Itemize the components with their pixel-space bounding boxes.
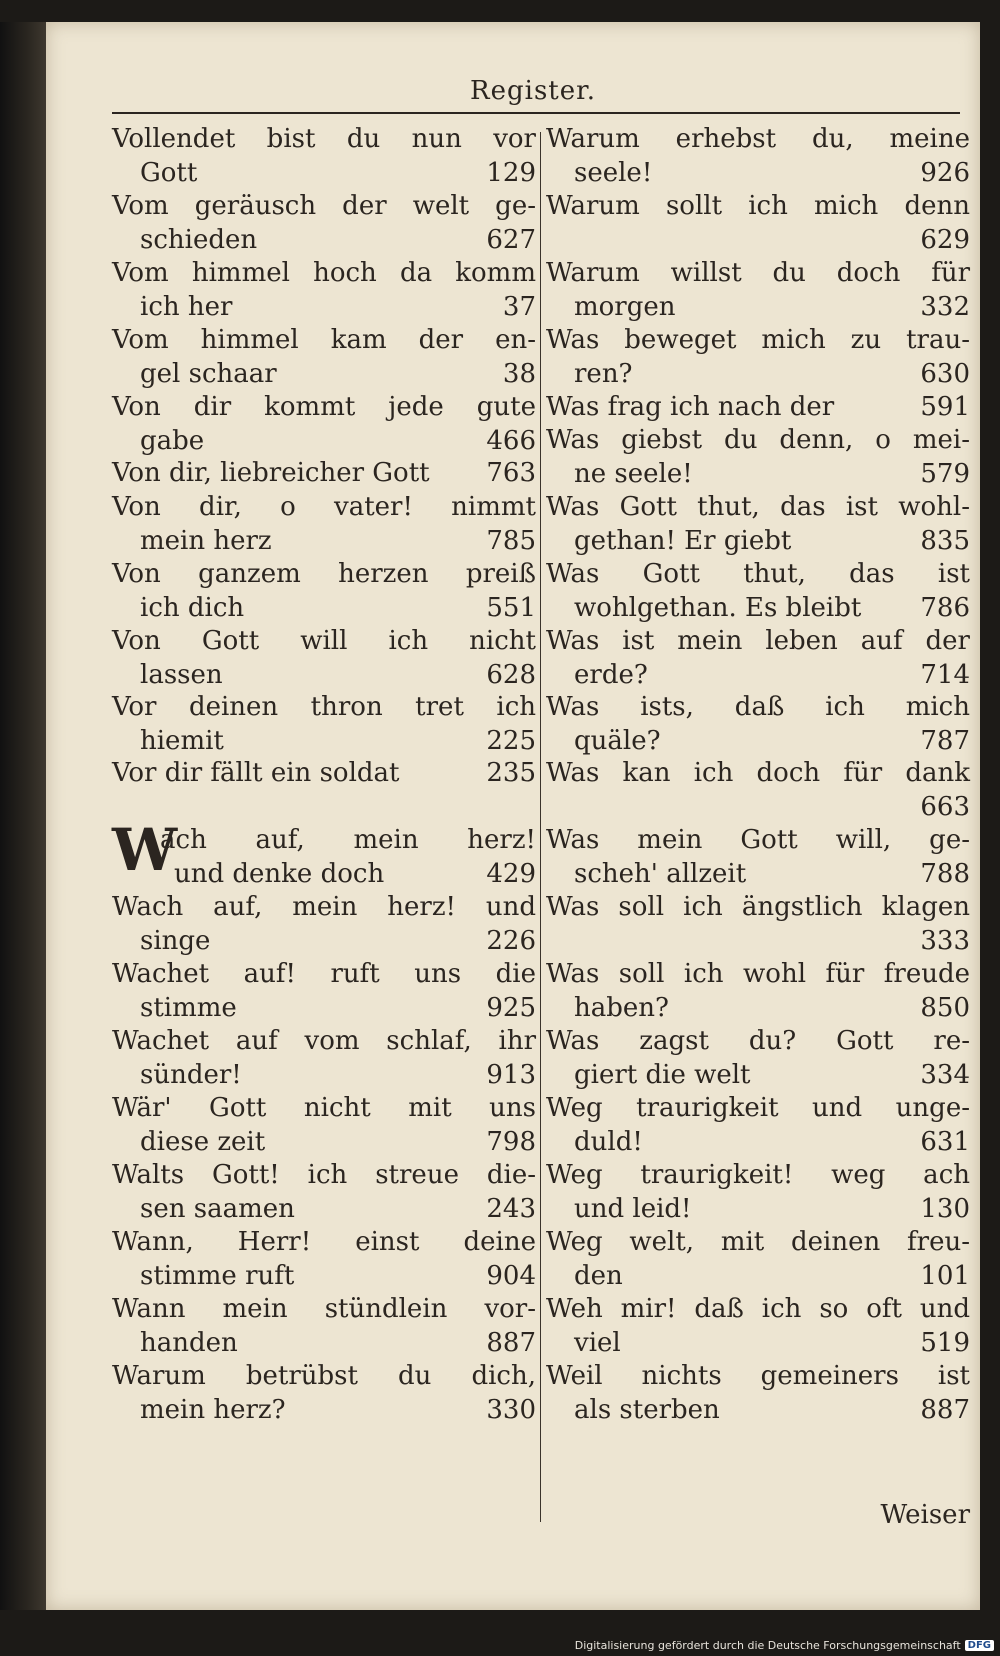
hymn-number: 787 — [920, 726, 970, 756]
entry-title-line1: Von ganzem herzen preiß — [112, 559, 536, 589]
hymn-number: 627 — [486, 225, 536, 255]
entry-title-line2: haben? — [574, 993, 669, 1023]
entry-title-line2: gel schaar — [140, 359, 277, 389]
entry-title-line1: Warum erhebst du, meine — [546, 124, 970, 154]
entry-title-line2: stimme ruft — [140, 1261, 295, 1291]
entry-title-line1: Was ists, daß ich mich — [546, 692, 970, 722]
index-entry — [546, 890, 970, 956]
entry-title-line2: schieden — [140, 225, 258, 255]
entry-title-line1: Vollendet bist du nun vor — [112, 124, 536, 154]
entry-title-line2: lassen — [140, 660, 223, 690]
entry-title-line1: Was zagst du? Gott re- — [546, 1026, 970, 1056]
index-entry — [112, 1359, 536, 1427]
entry-title-line1: Was giebst du denn, o mei- — [546, 425, 970, 455]
index-entry — [112, 189, 536, 257]
index-entry — [112, 490, 536, 558]
entry-title-line2: den — [574, 1261, 623, 1291]
index-entry — [112, 456, 536, 490]
entry-title-line1: Von dir kommt jede gute — [112, 392, 536, 422]
entry-title-line1: Warum willst du doch für — [546, 258, 970, 288]
entry-title-line1: Vom himmel kam der en- — [112, 325, 536, 355]
entry-title-line2: und denke doch — [174, 859, 385, 889]
entry-title-line2: morgen — [574, 292, 676, 322]
index-entry — [546, 1292, 970, 1360]
entry-title-line1: Was kan ich doch für dank — [546, 758, 970, 788]
index-entry — [546, 624, 970, 692]
entry-title-line2: gabe — [140, 426, 205, 456]
entry-title-line2: handen — [140, 1328, 238, 1358]
index-entry — [546, 557, 970, 625]
index-entry — [546, 1091, 970, 1159]
hymn-number: 913 — [486, 1060, 536, 1090]
hymn-number: 579 — [920, 459, 970, 489]
entry-title-line2: hiemit — [140, 726, 224, 756]
index-entry — [546, 1359, 970, 1427]
hymn-number: 37 — [502, 292, 536, 322]
index-entry — [546, 390, 970, 424]
entry-title-line1: Was beweget mich zu trau- — [546, 325, 970, 355]
index-entry — [546, 122, 970, 190]
entry-title-line1: Wach auf, mein herz! und — [112, 892, 536, 922]
hymn-number: 763 — [486, 458, 536, 488]
hymn-number: 835 — [920, 526, 970, 556]
entry-title-line1: Warum betrübst du dich, — [112, 1361, 536, 1391]
hymn-number: 629 — [920, 225, 970, 255]
hymn-number: 225 — [486, 726, 536, 756]
entry-title-text: Vor dir fällt ein soldat — [112, 758, 400, 788]
entry-title-line2: giert die welt — [574, 1060, 751, 1090]
entry-title-line1: Was Gott thut, das ist — [546, 559, 970, 589]
index-entry — [112, 1292, 536, 1360]
hymn-number: 926 — [920, 158, 970, 188]
index-entry — [112, 1091, 536, 1159]
entry-title-line2: ich dich — [140, 593, 245, 623]
entry-title — [112, 456, 536, 490]
entry-title-line2: stimme — [140, 993, 237, 1023]
entry-title-line1: Was Gott thut, das ist wohl- — [546, 492, 970, 522]
entry-title-line1: Was soll ich wohl für freude — [546, 959, 970, 989]
index-entry — [112, 816, 536, 891]
hymn-number: 429 — [486, 859, 536, 889]
hymn-number: 786 — [920, 593, 970, 623]
entry-title-line1: Vom himmel hoch da komm — [112, 258, 536, 288]
index-entry — [546, 1024, 970, 1092]
entry-title-line2: Gott — [140, 158, 198, 188]
index-entry — [546, 1158, 970, 1226]
entry-title-text: Was frag ich nach der — [546, 392, 835, 422]
hymn-number: 925 — [486, 993, 536, 1023]
index-entry — [112, 1024, 536, 1092]
index-entry — [546, 323, 970, 391]
index-entry — [112, 756, 536, 790]
entry-title-line1: Wachet auf! ruft uns die — [112, 959, 536, 989]
hymn-number: 38 — [502, 359, 536, 389]
hymn-number: 330 — [486, 1395, 536, 1425]
entry-title-line2: und leid! — [574, 1194, 692, 1224]
hymn-number: 333 — [920, 926, 970, 956]
entry-title — [546, 390, 970, 424]
entry-title-line1: Von dir, o vater! nimmt — [112, 492, 536, 522]
hymn-number: 226 — [486, 926, 536, 956]
hymn-number: 904 — [486, 1261, 536, 1291]
index-entry — [112, 323, 536, 391]
index-entry — [112, 957, 536, 1025]
entry-title-line2: quäle? — [574, 726, 661, 756]
hymn-number: 551 — [486, 593, 536, 623]
index-entry — [546, 423, 970, 491]
index-entry — [112, 122, 536, 190]
entry-title-line2: erde? — [574, 660, 648, 690]
hymn-number: 334 — [920, 1060, 970, 1090]
footer-text: Digitalisierung gefördert durch die Deutsche Forschungsgemeinschaft — [574, 1639, 961, 1652]
hymn-number: 130 — [920, 1194, 970, 1224]
entry-title-line1: Vom geräusch der welt ge- — [112, 191, 536, 221]
hymn-number: 631 — [920, 1127, 970, 1157]
entry-title-line1: Weg traurigkeit! weg ach — [546, 1160, 970, 1190]
initial-capital: W — [112, 816, 178, 884]
column-divider — [540, 132, 541, 1522]
entry-title-line2: ich her — [140, 292, 233, 322]
hymn-number: 466 — [486, 426, 536, 456]
index-entry — [546, 189, 970, 255]
book-gutter — [0, 22, 46, 1610]
hymn-number: 332 — [920, 292, 970, 322]
hymn-number: 663 — [920, 792, 970, 822]
entry-title-line1: Wann mein stündlein vor- — [112, 1294, 536, 1324]
index-entry — [112, 690, 536, 758]
entry-title-line2: diese zeit — [140, 1127, 266, 1157]
entry-title-line2: ren? — [574, 359, 633, 389]
entry-title-line1: Weh mir! daß ich so oft und — [546, 1294, 970, 1324]
entry-title-line2: gethan! Er giebt — [574, 526, 792, 556]
hymn-number: 785 — [486, 526, 536, 556]
entry-title-line2: ne seele! — [574, 459, 693, 489]
entry-title-line2: seele! — [574, 158, 653, 188]
entry-title-line2: duld! — [574, 1127, 643, 1157]
entry-title-line1: Wachet auf vom schlaf, ihr — [112, 1026, 536, 1056]
entry-title-line1: Wär' Gott nicht mit uns — [112, 1093, 536, 1123]
entry-title-line2: viel — [574, 1328, 621, 1358]
hymn-number: 591 — [920, 392, 970, 422]
entry-title-line2: singe — [140, 926, 211, 956]
entry-title-line1: Warum sollt ich mich denn — [546, 191, 970, 221]
entry-title-line1: Weil nichts gemeiners ist — [546, 1361, 970, 1391]
catchword: Weiser — [880, 1500, 970, 1530]
hymn-number: 714 — [920, 660, 970, 690]
entry-title-line1: ach auf, mein herz! — [160, 825, 536, 855]
footer-credit — [575, 1639, 994, 1652]
entry-title-line2: als sterben — [574, 1395, 720, 1425]
entry-title-line1: Was ist mein leben auf der — [546, 626, 970, 656]
entry-title-line2: scheh' allzeit — [574, 859, 747, 889]
index-entry — [546, 756, 970, 822]
hymn-number: 798 — [486, 1127, 536, 1157]
hymn-number: 129 — [486, 158, 536, 188]
hymn-number: 788 — [920, 859, 970, 889]
entry-title-line1: Wann, Herr! einst deine — [112, 1227, 536, 1257]
entry-title-line2: mein herz — [140, 526, 272, 556]
index-entry — [546, 823, 970, 891]
entry-title — [112, 756, 536, 790]
index-entry — [546, 256, 970, 324]
entry-title-line2: sünder! — [140, 1060, 242, 1090]
hymn-number: 235 — [486, 758, 536, 788]
index-entry — [546, 690, 970, 758]
entry-title-line2: wohlgethan. Es bleibt — [574, 593, 862, 623]
hymn-number: 519 — [920, 1328, 970, 1358]
index-entry — [112, 1158, 536, 1226]
dfg-logo-icon: DFG — [965, 1640, 994, 1651]
header-rule — [112, 112, 960, 114]
hymn-number: 887 — [486, 1328, 536, 1358]
hymn-number: 101 — [920, 1261, 970, 1291]
index-entry — [546, 957, 970, 1025]
entry-title-line1: Was mein Gott will, ge- — [546, 825, 970, 855]
index-entry — [112, 624, 536, 692]
hymn-number: 628 — [486, 660, 536, 690]
index-entry — [112, 1225, 536, 1293]
entry-title-line1: Weg traurigkeit und unge- — [546, 1093, 970, 1123]
entry-title-line2: sen saamen — [140, 1194, 295, 1224]
index-entry — [112, 890, 536, 958]
entry-title-line2: mein herz? — [140, 1395, 286, 1425]
page-header: Register. — [470, 76, 596, 106]
entry-title-line1: Was soll ich ängstlich klagen — [546, 892, 970, 922]
index-entry — [112, 557, 536, 625]
hymn-number: 243 — [486, 1194, 536, 1224]
index-entry — [546, 1225, 970, 1293]
index-entry — [546, 490, 970, 558]
index-entry — [112, 390, 536, 458]
entry-title-line1: Weg welt, mit deinen freu- — [546, 1227, 970, 1257]
hymn-number: 850 — [920, 993, 970, 1023]
index-entry — [112, 256, 536, 324]
entry-title-text: Von dir, liebreicher Gott — [112, 458, 430, 488]
hymn-number: 630 — [920, 359, 970, 389]
entry-title-line1: Vor deinen thron tret ich — [112, 692, 536, 722]
entry-title-line1: Walts Gott! ich streue die- — [112, 1160, 536, 1190]
hymn-number: 887 — [920, 1395, 970, 1425]
entry-title-line1: Von Gott will ich nicht — [112, 626, 536, 656]
